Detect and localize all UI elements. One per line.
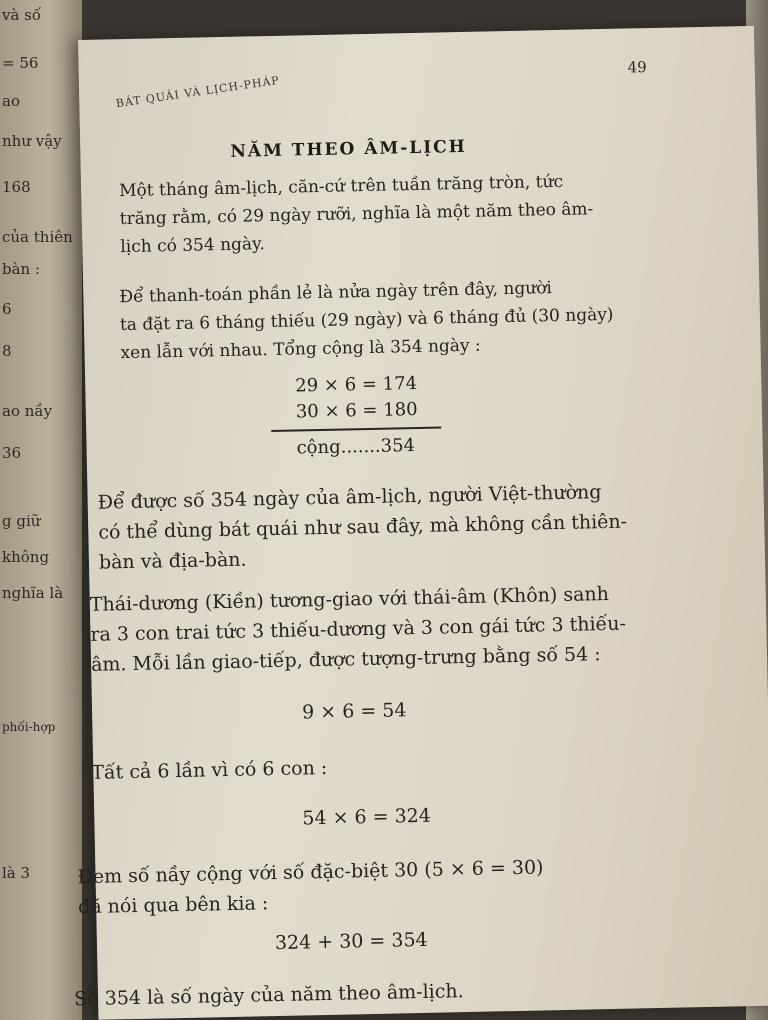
- left-fragment: 8: [2, 342, 12, 360]
- text-line: đã nói qua bên kia :: [77, 892, 269, 919]
- left-fragment: bàn :: [2, 260, 41, 278]
- left-fragment: = 56: [2, 54, 39, 72]
- left-fragment: không: [2, 548, 50, 566]
- paragraph-6: [77, 852, 544, 922]
- left-fragment: 6: [2, 300, 12, 318]
- left-fragment: như vậy: [2, 132, 62, 150]
- paragraph-2: [119, 273, 614, 367]
- text-line: xen lẫn với nhau. Tổng cộng là 354 ngày :: [120, 335, 481, 364]
- equation-line: 324 + 30 = 354: [274, 928, 428, 955]
- left-fragment: là 3: [2, 864, 31, 882]
- running-head: BÁT QUÁI VÀ LỊCH-PHÁP: [115, 73, 281, 111]
- left-fragment: phối-hợp: [2, 720, 56, 734]
- equation-line: 54 × 6 = 324: [302, 804, 432, 830]
- text-line: lịch có 354 ngày.: [120, 234, 266, 258]
- page-number: 49: [627, 58, 647, 77]
- text-line: có thể dùng bát quái như sau đây, mà không cần thiên-: [98, 510, 628, 544]
- equation-line: 9 × 6 = 54: [301, 699, 407, 724]
- text-line: trăng rằm, có 29 ngày rưỡi, nghĩa là một năm theo âm-: [119, 199, 594, 230]
- left-fragment: ao nầy: [2, 402, 53, 420]
- sum-rule: [271, 426, 441, 432]
- left-fragment: và số: [2, 6, 42, 24]
- equation-line: 29 × 6 = 174: [295, 372, 418, 397]
- left-fragment: ao: [2, 92, 20, 110]
- paragraph-7: Số 354 là số ngày của năm theo âm-lịch.: [73, 980, 464, 1011]
- text-line: Để thanh-toán phần lẻ là nửa ngày trên đây, người: [119, 278, 553, 308]
- text-line: ta đặt ra 6 tháng thiếu (29 ngày) và 6 tháng đủ (30 ngày): [119, 304, 614, 336]
- text-line: ra 3 con trai tức 3 thiếu-dương và 3 con gái tức 3 thiếu-: [90, 612, 627, 646]
- text-line: bàn và địa-bàn.: [98, 548, 247, 574]
- book-page: [73, 26, 768, 1020]
- text-line: Một tháng âm-lịch, căn-cứ trên tuần trăng tròn, tức: [118, 171, 564, 202]
- paragraph-5: Tất cả 6 lần vì có 6 con :: [91, 756, 328, 784]
- left-fragment: 168: [2, 178, 31, 196]
- text-line: Để được số 354 ngày của âm-lịch, người Việt-thường: [97, 481, 602, 514]
- left-fragment: nghĩa là: [2, 584, 64, 602]
- left-fragment: của thiên: [2, 228, 73, 246]
- left-fragment: 36: [2, 444, 22, 462]
- text-line: âm. Mỗi lần giao-tiếp, được tượng-trưng bằng số 54 :: [90, 643, 601, 676]
- text-line: Đem số nầy cộng với số đặc-biệt 30 (5 × 6 = 30): [77, 856, 544, 889]
- equation-total: cộng.......354: [296, 435, 416, 459]
- paragraph-1: [119, 167, 594, 261]
- left-page: [0, 0, 82, 1020]
- paragraph-4: [90, 579, 627, 680]
- paragraph-3: [97, 477, 628, 578]
- text-line: Thái-dương (Kiền) tương-giao với thái-âm (Khôn) sanh: [89, 583, 610, 616]
- section-title: NĂM THEO ÂM-LỊCH: [230, 136, 467, 162]
- left-fragment: g giữ: [2, 512, 41, 530]
- equation-line: 30 × 6 = 180: [295, 398, 418, 423]
